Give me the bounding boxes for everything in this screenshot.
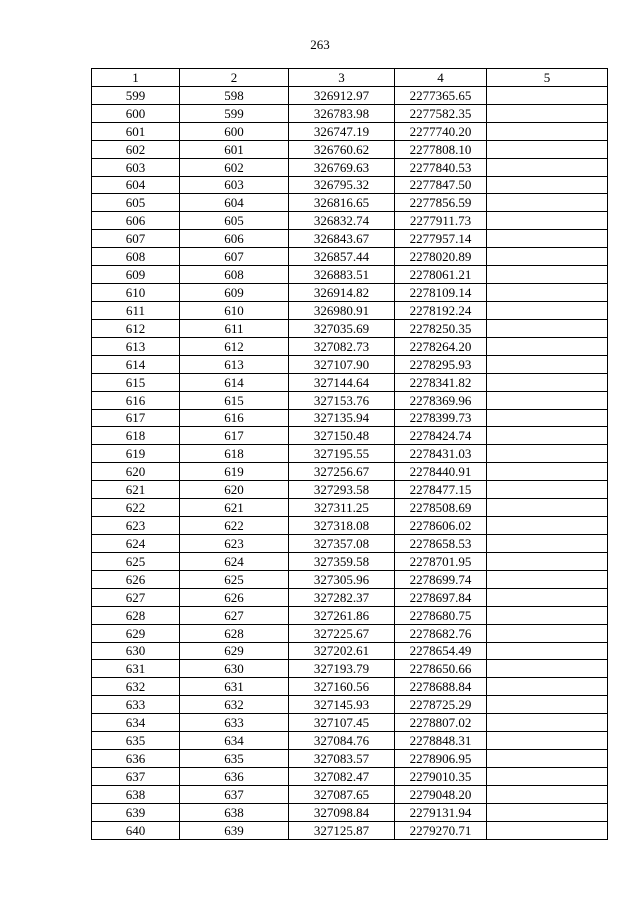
table-cell [487,570,608,588]
table-cell [487,194,608,212]
table-cell [487,319,608,337]
table-cell: 632 [180,696,289,714]
table-cell: 327318.08 [289,517,395,535]
table-cell: 639 [92,803,180,821]
table-cell: 618 [180,445,289,463]
table-cell [487,337,608,355]
table-cell: 608 [92,248,180,266]
table-cell: 326816.65 [289,194,395,212]
table-row [92,230,608,248]
table-cell: 629 [92,624,180,642]
table-cell: 2278699.74 [395,570,487,588]
table-row [92,678,608,696]
table-cell: 621 [180,499,289,517]
table-cell: 614 [180,373,289,391]
table-row [92,570,608,588]
table-cell [487,660,608,678]
table-row [92,606,608,624]
table-cell [487,427,608,445]
table-cell: 620 [92,463,180,481]
table-cell: 326795.32 [289,176,395,194]
table-cell [487,481,608,499]
table-row [92,248,608,266]
table-cell: 2278606.02 [395,517,487,535]
table-cell [487,445,608,463]
table-cell: 625 [180,570,289,588]
table-row [92,714,608,732]
column-header: 2 [180,69,289,87]
table-cell [487,140,608,158]
column-header: 4 [395,69,487,87]
table-cell: 624 [180,552,289,570]
table-cell: 614 [92,355,180,373]
table-row [92,284,608,302]
table-cell [487,534,608,552]
table-cell: 2278020.89 [395,248,487,266]
table-cell: 609 [180,284,289,302]
table-cell: 637 [180,785,289,803]
table-row [92,158,608,176]
table-cell: 327305.96 [289,570,395,588]
table-cell: 327125.87 [289,821,395,839]
table-row [92,194,608,212]
table-cell: 327098.84 [289,803,395,821]
table-row [92,767,608,785]
table-cell [487,517,608,535]
table-cell [487,678,608,696]
table-cell: 615 [92,373,180,391]
column-header: 3 [289,69,395,87]
table-cell: 2279270.71 [395,821,487,839]
table-cell: 2278109.14 [395,284,487,302]
table-cell: 620 [180,481,289,499]
table-cell: 327153.76 [289,391,395,409]
table-cell: 637 [92,767,180,785]
table-cell: 602 [180,158,289,176]
table-cell: 2278807.02 [395,714,487,732]
table-cell [487,158,608,176]
table-cell: 2278399.73 [395,409,487,427]
table-cell: 326760.62 [289,140,395,158]
table-cell: 635 [92,732,180,750]
table-cell: 601 [92,122,180,140]
table-cell: 606 [180,230,289,248]
table-cell: 630 [92,642,180,660]
table-row [92,534,608,552]
table-cell [487,86,608,104]
table-row [92,266,608,284]
table-cell: 622 [180,517,289,535]
table-cell: 631 [92,660,180,678]
table-row [92,588,608,606]
table-cell: 2278654.49 [395,642,487,660]
table-cell: 2278701.95 [395,552,487,570]
table-row [92,122,608,140]
table-cell: 601 [180,140,289,158]
table-cell: 326783.98 [289,104,395,122]
table-row [92,319,608,337]
table-cell: 327282.37 [289,588,395,606]
table-cell: 2278508.69 [395,499,487,517]
table-cell: 2278725.29 [395,696,487,714]
table-row [92,552,608,570]
table-cell: 2278697.84 [395,588,487,606]
table-cell: 610 [92,284,180,302]
table-cell: 636 [92,750,180,768]
table-cell: 606 [92,212,180,230]
table-cell: 327359.58 [289,552,395,570]
table-cell: 2278424.74 [395,427,487,445]
table-cell: 611 [180,319,289,337]
table-cell [487,696,608,714]
table-cell: 326832.74 [289,212,395,230]
table-cell: 2277582.35 [395,104,487,122]
table-cell: 2277856.59 [395,194,487,212]
table-cell: 631 [180,678,289,696]
table-cell: 616 [180,409,289,427]
table-row [92,481,608,499]
table-cell [487,284,608,302]
table-cell: 2278061.21 [395,266,487,284]
table-cell: 326912.97 [289,86,395,104]
table-cell: 2278369.96 [395,391,487,409]
table-row [92,445,608,463]
table-row [92,104,608,122]
table-cell: 2278295.93 [395,355,487,373]
table-cell: 626 [180,588,289,606]
table-row [92,642,608,660]
table-cell: 634 [92,714,180,732]
table-cell [487,624,608,642]
table-cell: 2278264.20 [395,337,487,355]
table-cell: 2277808.10 [395,140,487,158]
table-cell [487,714,608,732]
table-cell: 607 [92,230,180,248]
table-cell: 2278906.95 [395,750,487,768]
table-cell [487,373,608,391]
table-cell [487,803,608,821]
table-cell [487,606,608,624]
table-cell: 326857.44 [289,248,395,266]
table-cell: 619 [92,445,180,463]
table-cell: 628 [180,624,289,642]
table-cell: 604 [180,194,289,212]
table-row [92,517,608,535]
table-row [92,427,608,445]
table-cell: 632 [92,678,180,696]
table-cell: 621 [92,481,180,499]
table-cell: 639 [180,821,289,839]
table-cell: 327311.25 [289,499,395,517]
table-cell: 327160.56 [289,678,395,696]
table-row [92,212,608,230]
table-cell: 613 [180,355,289,373]
table-cell [487,301,608,319]
table-cell: 2277957.14 [395,230,487,248]
table-cell: 600 [92,104,180,122]
table-cell: 2278192.24 [395,301,487,319]
table-cell: 327261.86 [289,606,395,624]
table-cell: 2277740.20 [395,122,487,140]
table-cell: 2278431.03 [395,445,487,463]
table-cell: 327082.73 [289,337,395,355]
table-cell: 327357.08 [289,534,395,552]
table-cell: 622 [92,499,180,517]
table-cell: 2278477.15 [395,481,487,499]
table-cell: 610 [180,301,289,319]
table-cell: 623 [180,534,289,552]
table-cell [487,821,608,839]
table-row [92,140,608,158]
coordinates-table [91,68,608,840]
table-cell: 327087.65 [289,785,395,803]
table-cell [487,266,608,284]
table-cell: 2279131.94 [395,803,487,821]
table-cell: 613 [92,337,180,355]
table-cell: 326747.19 [289,122,395,140]
table-cell [487,732,608,750]
table-cell [487,248,608,266]
table-cell [487,552,608,570]
table-cell [487,230,608,248]
table-cell: 600 [180,122,289,140]
column-header: 1 [92,69,180,87]
table-cell: 599 [180,104,289,122]
table-cell [487,767,608,785]
table-row [92,373,608,391]
table-cell: 607 [180,248,289,266]
table-cell: 326980.91 [289,301,395,319]
table-cell: 327195.55 [289,445,395,463]
table-cell: 2277847.50 [395,176,487,194]
table-row [92,337,608,355]
table-cell: 626 [92,570,180,588]
table-cell: 327082.47 [289,767,395,785]
table-cell: 634 [180,732,289,750]
table-row [92,696,608,714]
table-cell [487,642,608,660]
table-cell: 605 [180,212,289,230]
table-cell: 616 [92,391,180,409]
table-cell: 327107.90 [289,355,395,373]
table-cell: 628 [92,606,180,624]
table-cell: 611 [92,301,180,319]
table-cell: 633 [180,714,289,732]
table-cell: 638 [180,803,289,821]
column-header: 5 [487,69,608,87]
table-cell: 612 [92,319,180,337]
table-cell: 2277911.73 [395,212,487,230]
table-cell: 633 [92,696,180,714]
table-cell: 629 [180,642,289,660]
table-cell: 327225.67 [289,624,395,642]
table-cell: 625 [92,552,180,570]
table-cell: 2278341.82 [395,373,487,391]
table-cell: 326914.82 [289,284,395,302]
table-cell: 2278250.35 [395,319,487,337]
table-row [92,355,608,373]
table-cell: 604 [92,176,180,194]
table-row [92,732,608,750]
table-cell: 615 [180,391,289,409]
table-row [92,499,608,517]
table-cell: 640 [92,821,180,839]
table-cell: 609 [92,266,180,284]
table-row [92,463,608,481]
table-cell: 327144.64 [289,373,395,391]
table-cell: 603 [180,176,289,194]
table-row [92,86,608,104]
table-cell: 326843.67 [289,230,395,248]
table-cell: 2278682.76 [395,624,487,642]
table-header-row [92,69,608,87]
table-cell: 608 [180,266,289,284]
table-cell: 2279048.20 [395,785,487,803]
table-row [92,624,608,642]
table-cell [487,750,608,768]
table-cell: 635 [180,750,289,768]
table-cell [487,104,608,122]
table-cell: 598 [180,86,289,104]
table-cell: 636 [180,767,289,785]
table-cell: 327150.48 [289,427,395,445]
table-cell: 326883.51 [289,266,395,284]
table-row [92,750,608,768]
table-cell: 627 [92,588,180,606]
table-cell: 2278680.75 [395,606,487,624]
table-cell: 617 [92,409,180,427]
table-cell [487,588,608,606]
table-cell [487,391,608,409]
table-cell: 327202.61 [289,642,395,660]
table-cell [487,176,608,194]
table-cell [487,463,608,481]
table-cell [487,785,608,803]
table-cell: 618 [92,427,180,445]
table-cell: 2278658.53 [395,534,487,552]
table-cell: 327083.57 [289,750,395,768]
table-cell: 605 [92,194,180,212]
table-cell: 327293.58 [289,481,395,499]
table-cell: 623 [92,517,180,535]
table-cell: 2278650.66 [395,660,487,678]
table-cell: 603 [92,158,180,176]
table-cell: 624 [92,534,180,552]
table-cell: 627 [180,606,289,624]
table-cell: 327084.76 [289,732,395,750]
table-cell: 327107.45 [289,714,395,732]
table-cell [487,409,608,427]
table-row [92,176,608,194]
table-cell: 2279010.35 [395,767,487,785]
table-cell: 630 [180,660,289,678]
table-cell: 2278688.84 [395,678,487,696]
table-cell: 599 [92,86,180,104]
table-cell: 2277365.65 [395,86,487,104]
table-row [92,803,608,821]
table-row [92,785,608,803]
table-cell: 617 [180,427,289,445]
table-cell [487,355,608,373]
table-cell: 327256.67 [289,463,395,481]
table-row [92,301,608,319]
table-cell: 327035.69 [289,319,395,337]
table-cell: 612 [180,337,289,355]
table-row [92,409,608,427]
table-cell: 326769.63 [289,158,395,176]
table-cell: 327145.93 [289,696,395,714]
table-cell [487,212,608,230]
table-cell: 327135.94 [289,409,395,427]
table-cell: 602 [92,140,180,158]
table-cell: 2277840.53 [395,158,487,176]
page-number: 263 [310,37,330,52]
table-row [92,821,608,839]
table-cell: 2278848.31 [395,732,487,750]
table-row [92,391,608,409]
table-cell: 638 [92,785,180,803]
table-cell [487,499,608,517]
table-cell [487,122,608,140]
table-cell: 2278440.91 [395,463,487,481]
table-cell: 619 [180,463,289,481]
table-cell: 327193.79 [289,660,395,678]
table-row [92,660,608,678]
